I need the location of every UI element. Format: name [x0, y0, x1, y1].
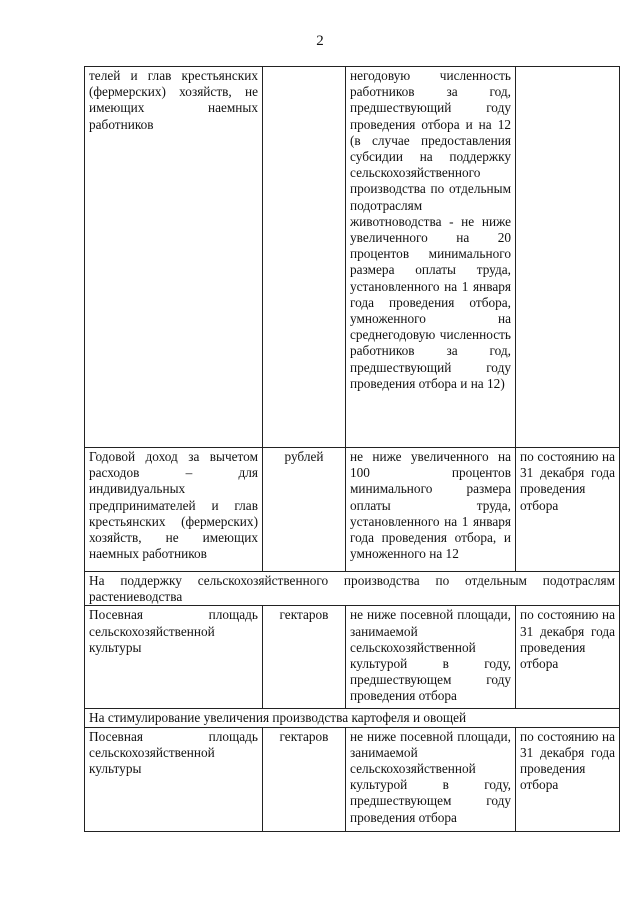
table-row [85, 606, 620, 709]
section-row [85, 709, 620, 727]
indicator-cell: телей и глав крестьянских (фермерских) хозяйств, не имеющих наемных работников [85, 67, 263, 448]
section-heading: На стимулирование увеличения производства картофеля и овощей [85, 709, 620, 727]
date-cell: по состоянию на 31 декабря года проведения отбора [516, 727, 620, 831]
date-cell: по состоянию на 31 декабря года проведения отбора [516, 606, 620, 709]
section-heading: На поддержку сельскохозяйственного производства по отдельным подотраслям растениеводства [85, 572, 620, 606]
page-number: 2 [316, 33, 324, 49]
date-cell [516, 67, 620, 448]
indicator-cell: Посевная площадь сельскохозяйственной культуры [85, 727, 263, 831]
unit-cell: гектаров [263, 606, 346, 709]
date-cell: по состоянию на 31 декабря года проведения отбора [516, 448, 620, 572]
section-row [85, 572, 620, 606]
value-cell: не ниже посевной площади, занимаемой сельскохозяйственной культурой в году, предшествующем году проведения отбора [346, 727, 516, 831]
value-cell: негодовую численность работников за год, предшествующий году проведения отбора и на 12 (в случае предоставления субсидии на поддержку сельскохозяйственного производства по отдельным подотраслям животноводства - не ниже увеличенного на 20 процентов минимального размера оплаты труда, установленного на 1 января года проведения отбора, умноженного на среднегодовую численность работников за год, предшествующий году проведения отбора и на 12) [346, 67, 516, 448]
value-cell: не ниже увеличенного на 100 процентов минимального размера оплаты труда, установленного на 1 января года проведения отбора, и умноженного на 12 [346, 448, 516, 572]
indicator-cell: Посевная площадь сельскохозяйственной культуры [85, 606, 263, 709]
table-row [85, 448, 620, 572]
indicator-cell: Годовой доход за вычетом расходов – для индивидуальных предпринимателей и глав крестьянских (фермерских) хозяйств, не имеющих наемных работников [85, 448, 263, 572]
table-row [85, 727, 620, 831]
criteria-table [84, 66, 620, 832]
unit-cell: рублей [263, 448, 346, 572]
unit-cell: гектаров [263, 727, 346, 831]
table-row [85, 67, 620, 448]
value-cell: не ниже посевной площади, занимаемой сельскохозяйственной культурой в году, предшествующем году проведения отбора [346, 606, 516, 709]
unit-cell [263, 67, 346, 448]
